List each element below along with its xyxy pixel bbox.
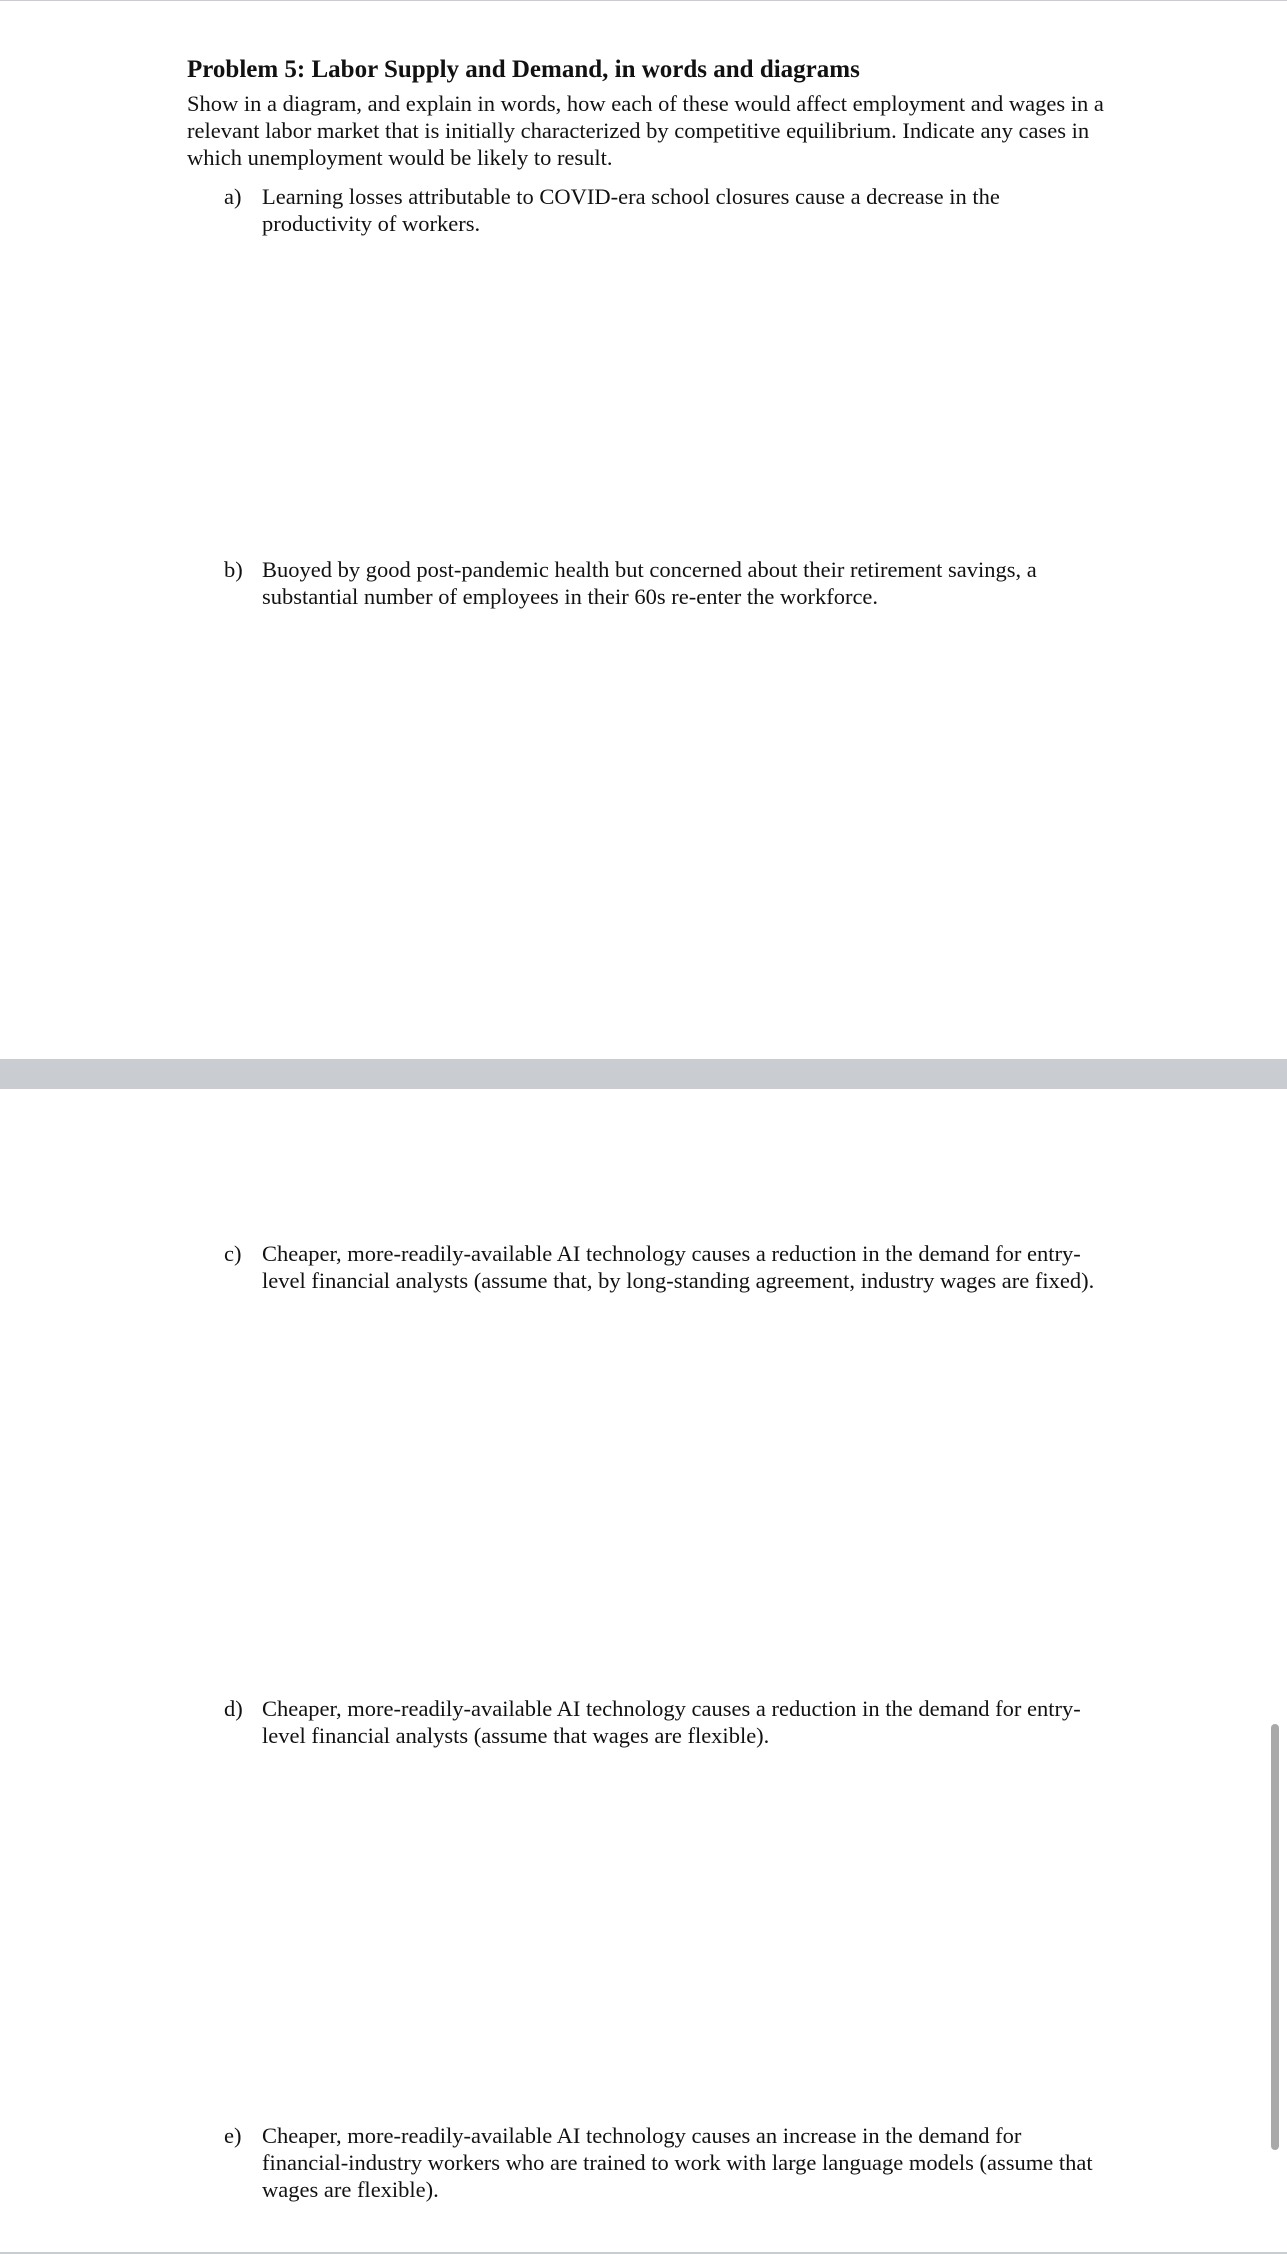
question-text: Cheaper, more-readily-available AI technology causes an increase in the demand for financial-industry workers who are trained to work with large language models (assume that wages are flexible). [262,2123,1093,2202]
question-text: Learning losses attributable to COVID-era school closures cause a decrease in the productivity of workers. [262,184,1000,236]
question-c [224,1240,1104,1294]
question-a [224,183,1104,237]
question-letter: d) [224,1696,243,1721]
question-letter: c) [224,1241,242,1266]
problem-instructions: Show in a diagram, and explain in words, how each of these would affect employment and wages in a relevant labor market that is initially characterized by competitive equilibrium. Indicate any cases in which unemployment would be likely to result. [187,91,1104,170]
scrollbar-thumb[interactable] [1271,1724,1279,2150]
question-text: Buoyed by good post-pandemic health but concerned about their retirement savings, a substantial number of employees in their 60s re-enter the workforce. [262,557,1037,609]
page-separator [0,1059,1287,1089]
question-text: Cheaper, more-readily-available AI technology causes a reduction in the demand for entry-level financial analysts (assume that, by long-standing agreement, industry wages are fixed). [262,1241,1095,1293]
question-e [224,2122,1104,2203]
question-letter: e) [224,2123,242,2148]
question-b [224,556,1104,610]
question-letter: b) [224,557,243,582]
question-text: Cheaper, more-readily-available AI technology causes a reduction in the demand for entry-level financial analysts (assume that wages are flexible). [262,1696,1081,1748]
question-letter: a) [224,184,242,209]
question-d [224,1695,1104,1749]
problem-title: Problem 5: Labor Supply and Demand, in words and diagrams [187,56,860,83]
